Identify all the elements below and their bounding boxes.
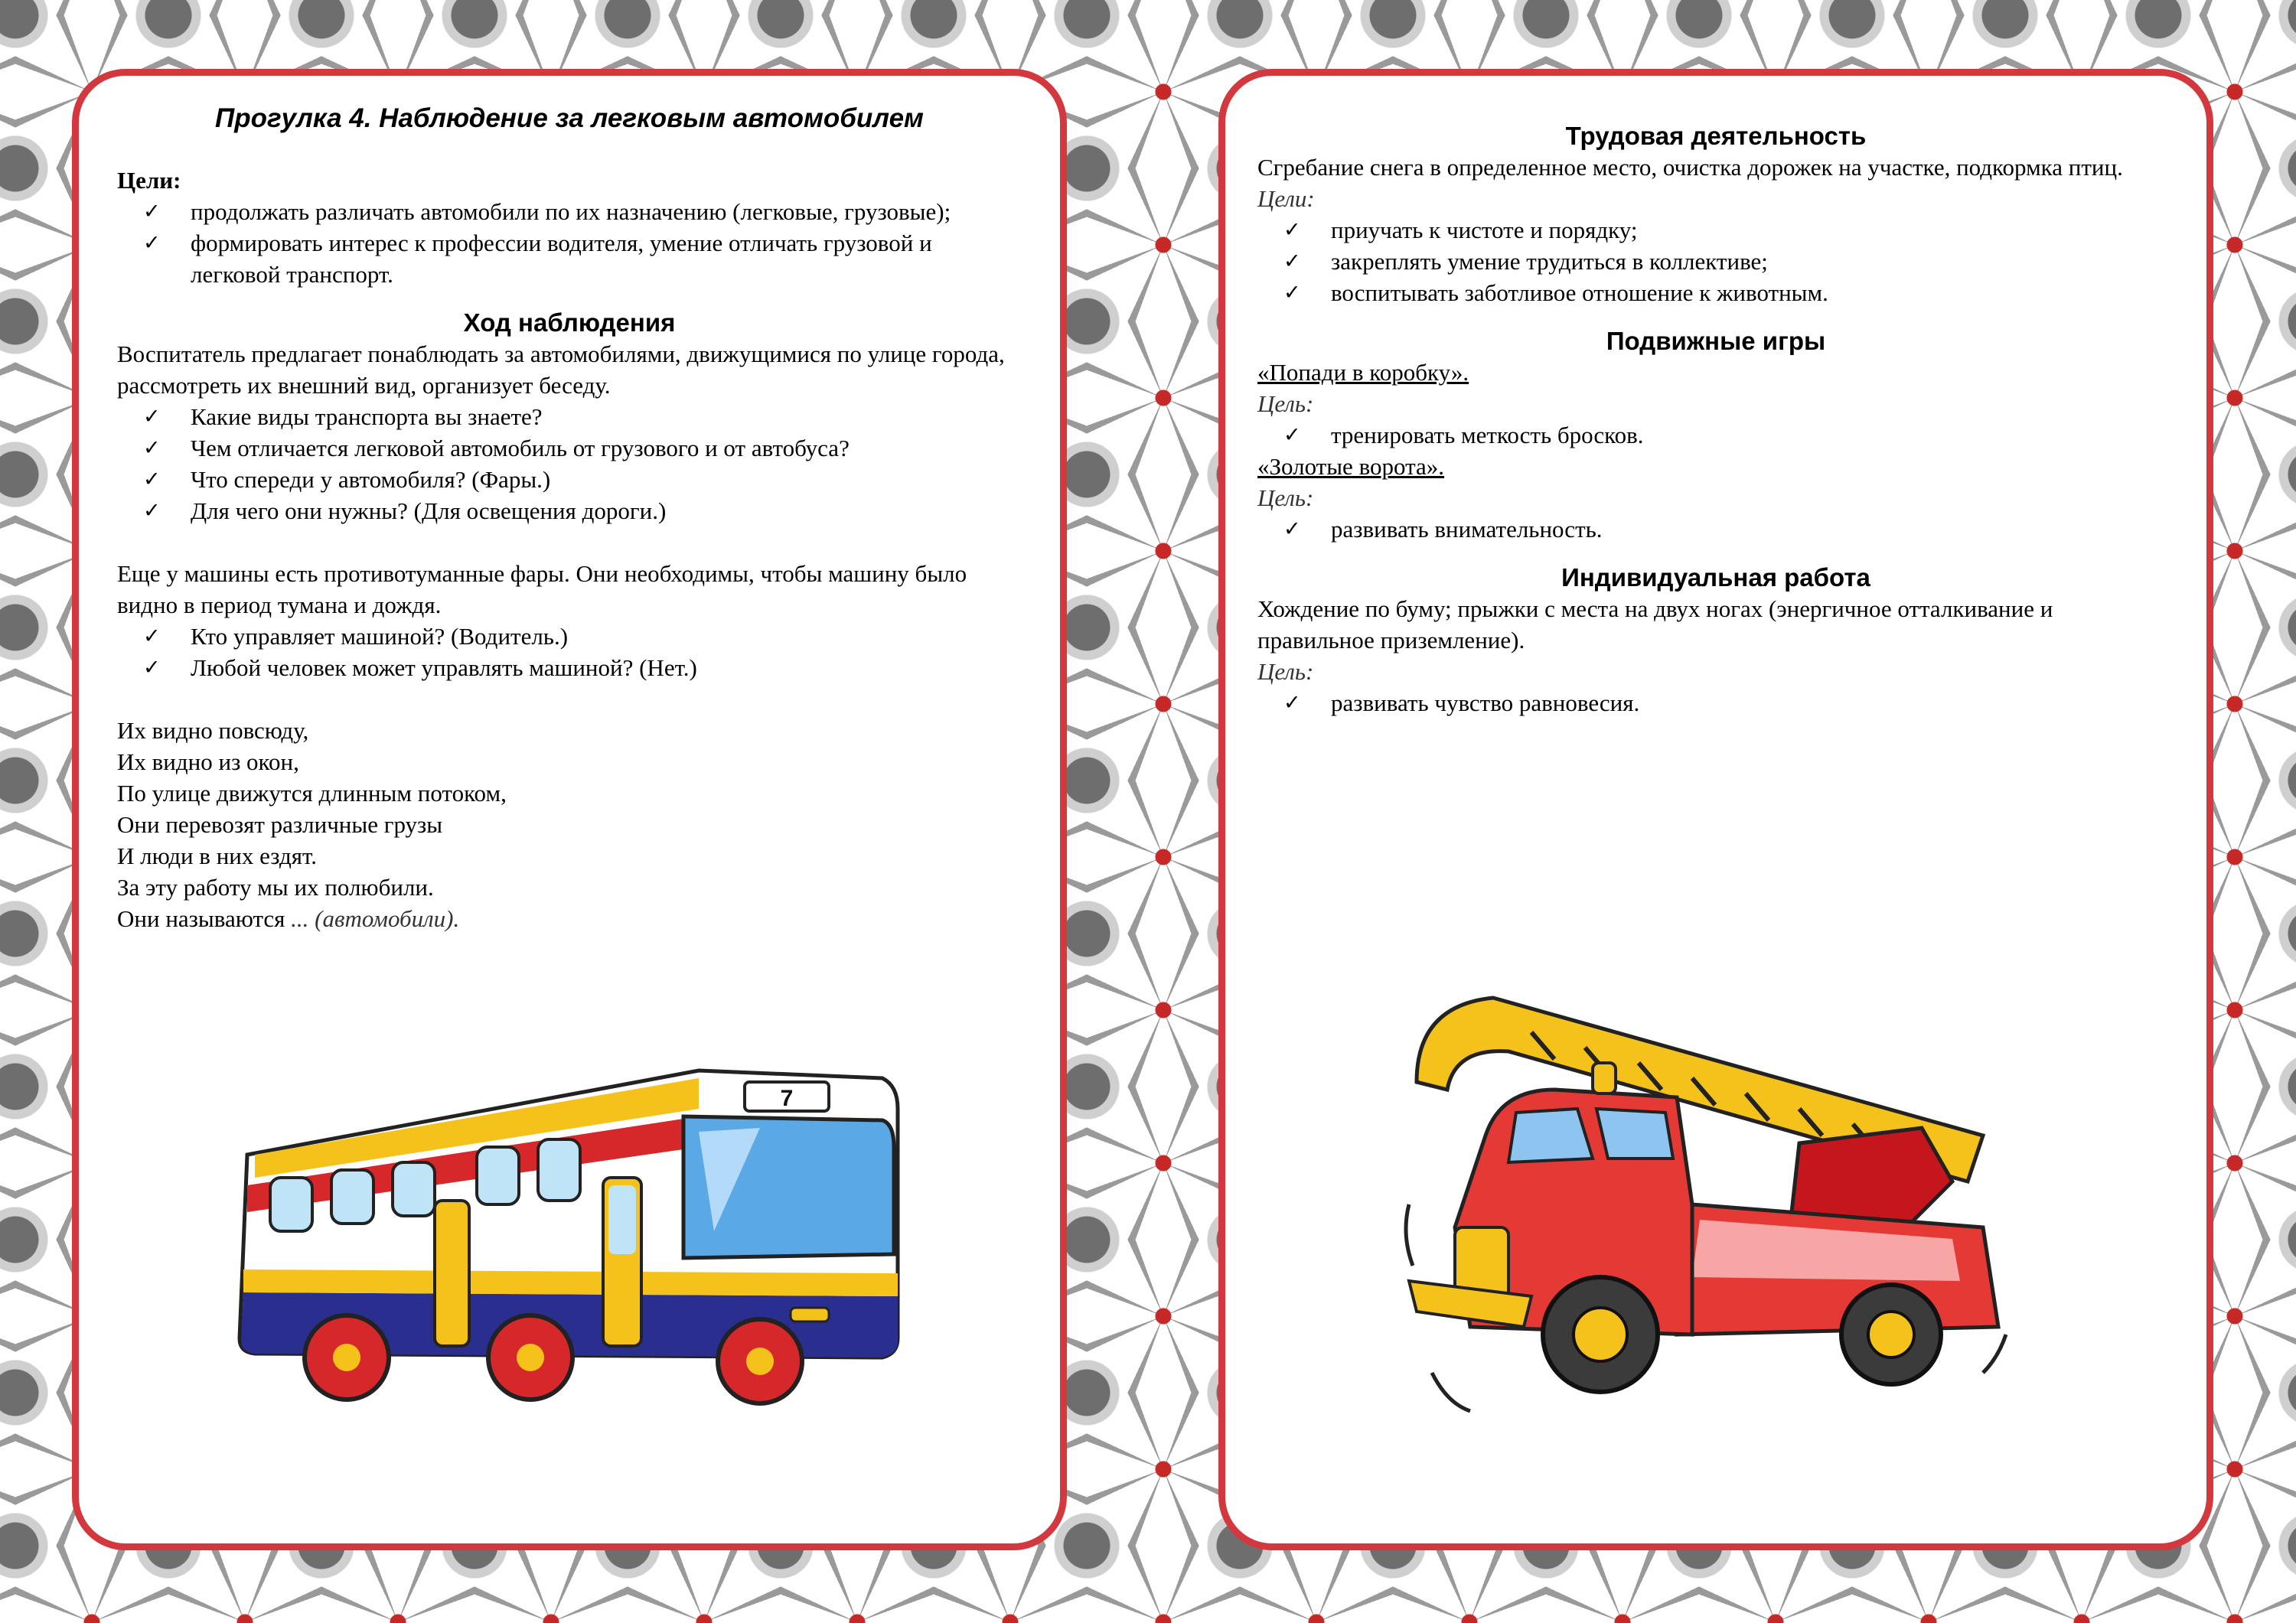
goal-text: развивать чувство равновесия. <box>1331 689 1640 716</box>
checkmark-icon: ✓ <box>143 656 161 680</box>
list-item <box>1283 246 2174 277</box>
walk-title: Прогулка 4. Наблюдение за легковым автомобилем <box>215 103 924 133</box>
checkmark-icon: ✓ <box>143 405 161 429</box>
question-text: Для чего они нужны? (Для освещения дороги.) <box>191 497 667 524</box>
checkmark-icon: ✓ <box>1283 691 1301 715</box>
list-item <box>1283 214 2174 246</box>
spacer <box>117 526 1022 558</box>
riddle-last-prefix: Они называются <box>117 905 285 932</box>
right-page-content <box>1257 120 2174 719</box>
fire-truck-illustration <box>1401 975 2021 1419</box>
checkmark-icon: ✓ <box>143 231 161 255</box>
list-item <box>143 652 1022 683</box>
questions-list <box>117 401 1022 526</box>
list-item <box>1283 687 2174 719</box>
list-item <box>1283 277 2174 308</box>
left-page-card <box>72 69 1067 1550</box>
games-heading: Подвижные игры <box>1606 327 1826 355</box>
question-text: Кто управляет машиной? (Водитель.) <box>191 623 569 650</box>
checkmark-icon: ✓ <box>1283 249 1301 273</box>
labor-goals-label: Цели: <box>1257 185 1315 212</box>
question-text: Какие виды транспорта вы знаете? <box>191 403 543 430</box>
labor-goals-list <box>1257 214 2174 308</box>
individual-goal-list <box>1257 687 2174 719</box>
question-text: Что спереди у автомобиля? (Фары.) <box>191 466 551 493</box>
riddle-line: Они перевозят различные грузы <box>117 811 443 838</box>
bus-illustration <box>224 1063 913 1423</box>
riddle <box>117 715 1022 934</box>
riddle-line: Их видно из окон, <box>117 748 299 775</box>
goal-text: приучать к чистоте и порядку; <box>1331 217 1638 243</box>
left-page-content <box>117 102 1022 934</box>
riddle-line: По улице движутся длинным потоком, <box>117 780 507 807</box>
list-item <box>1283 513 2174 545</box>
list-item <box>143 196 1022 227</box>
goal-text: закреплять умение трудиться в коллективе; <box>1331 248 1768 275</box>
checkmark-icon: ✓ <box>143 499 161 523</box>
goal-text: воспитывать заботливое отношение к животным. <box>1331 279 1828 306</box>
checkmark-icon: ✓ <box>1283 423 1301 447</box>
checkmark-icon: ✓ <box>1283 218 1301 242</box>
game1-goal-label: Цель: <box>1257 390 1314 417</box>
goals-label: Цели: <box>117 167 181 194</box>
question-text: Чем отличается легковой автомобиль от грузового и от автобуса? <box>191 435 850 461</box>
riddle-answer: ... (автомобили). <box>291 905 460 932</box>
checkmark-icon: ✓ <box>1283 281 1301 305</box>
individual-heading: Индивидуальная работа <box>1561 563 1870 592</box>
checkmark-icon: ✓ <box>143 200 161 223</box>
individual-goal-label: Цель: <box>1257 658 1314 685</box>
checkmark-icon: ✓ <box>143 468 161 491</box>
list-item <box>143 621 1022 652</box>
individual-text: Хождение по буму; прыжки с места на двух ногах (энергичное отталкивание и правильное приземление). <box>1257 595 2053 653</box>
bus-route-number: 7 <box>780 1086 794 1111</box>
list-item <box>143 464 1022 495</box>
list-item <box>143 401 1022 432</box>
checkmark-icon: ✓ <box>143 624 161 648</box>
question-text: Любой человек может управлять машиной? (Нет.) <box>191 654 697 681</box>
goals-list <box>117 196 1022 290</box>
game2-goal-label: Цель: <box>1257 484 1314 511</box>
labor-text: Сгребание снега в определенное место, очистка дорожек на участке, подкормка птиц. <box>1257 154 2123 181</box>
riddle-line: И люди в них ездят. <box>117 842 317 869</box>
riddle-last-line <box>117 903 1022 934</box>
game1-title: «Попади в коробку». <box>1257 359 1469 386</box>
checkmark-icon: ✓ <box>1283 517 1301 541</box>
game2-goal-list <box>1257 513 2174 545</box>
goal-text: формировать интерес к профессии водителя, умение отличать грузовой и легковой транспорт. <box>191 230 932 288</box>
game1-goal-list <box>1257 419 2174 451</box>
checkmark-icon: ✓ <box>143 436 161 460</box>
questions-list-2 <box>117 621 1022 683</box>
goal-text: тренировать меткость бросков. <box>1331 422 1644 448</box>
goal-text: развивать внимательность. <box>1331 516 1603 543</box>
observation-heading: Ход наблюдения <box>463 308 676 337</box>
right-page-card <box>1218 69 2213 1550</box>
game2-title: «Золотые ворота». <box>1257 453 1445 480</box>
spacer <box>117 683 1022 715</box>
fog-lights-text: Еще у машины есть противотуманные фары. Они необходимы, чтобы машину было видно в период тумана и дождя. <box>117 560 967 618</box>
labor-heading: Трудовая деятельность <box>1565 122 1867 150</box>
goal-text: продолжать различать автомобили по их назначению (легковые, грузовые); <box>191 198 951 225</box>
observation-intro: Воспитатель предлагает понаблюдать за автомобилями, движущимися по улице города, рассмотреть их внешний вид, организует беседу. <box>117 341 1005 399</box>
riddle-line: За эту работу мы их полюбили. <box>117 874 434 901</box>
list-item <box>1283 419 2174 451</box>
list-item <box>143 495 1022 526</box>
riddle-line: Их видно повсюду, <box>117 717 309 744</box>
list-item <box>143 227 1022 290</box>
list-item <box>143 432 1022 464</box>
